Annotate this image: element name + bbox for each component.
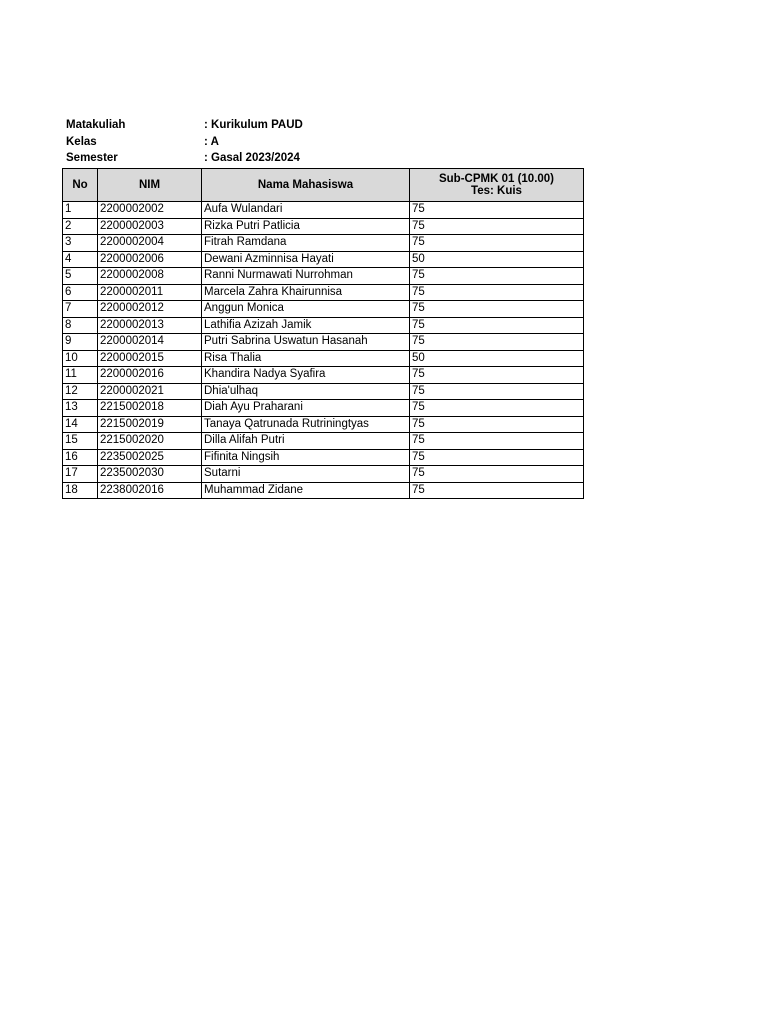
cell-score: 75 <box>410 466 584 483</box>
table-row <box>63 400 584 417</box>
cell-no: 16 <box>63 449 98 466</box>
cell-score: 75 <box>410 235 584 252</box>
cell-nim: 2200002014 <box>98 334 202 351</box>
cell-score: 75 <box>410 383 584 400</box>
cell-no: 15 <box>63 433 98 450</box>
score-header-line2: Tes: Kuis <box>471 185 522 197</box>
semester-label: Semester <box>66 152 118 164</box>
table-row <box>63 301 584 318</box>
course-info-row <box>66 117 303 134</box>
table-row <box>63 416 584 433</box>
cell-nama: Sutarni <box>202 466 410 483</box>
cell-nama: Rizka Putri Patlicia <box>202 218 410 235</box>
cell-nama: Dhia'ulhaq <box>202 383 410 400</box>
cell-nim: 2200002012 <box>98 301 202 318</box>
semester-value: : Gasal 2023/2024 <box>204 152 300 164</box>
course-value: : Kurikulum PAUD <box>204 119 303 131</box>
table-header-row <box>63 169 584 202</box>
table-row <box>63 202 584 219</box>
cell-nama: Diah Ayu Praharani <box>202 400 410 417</box>
cell-nim: 2200002016 <box>98 367 202 384</box>
table-row <box>63 317 584 334</box>
cell-nim: 2238002016 <box>98 482 202 499</box>
table-row <box>63 284 584 301</box>
table-row <box>63 367 584 384</box>
cell-no: 4 <box>63 251 98 268</box>
table-row <box>63 466 584 483</box>
cell-score: 75 <box>410 202 584 219</box>
semester-info-row <box>66 150 303 167</box>
cell-score: 75 <box>410 301 584 318</box>
cell-score: 50 <box>410 350 584 367</box>
cell-score: 75 <box>410 449 584 466</box>
cell-nim: 2215002019 <box>98 416 202 433</box>
cell-nama: Khandira Nadya Syafira <box>202 367 410 384</box>
cell-nim: 2215002018 <box>98 400 202 417</box>
cell-nama: Tanaya Qatrunada Rutriningtyas <box>202 416 410 433</box>
cell-no: 13 <box>63 400 98 417</box>
table-row <box>63 218 584 235</box>
cell-nama: Dilla Alifah Putri <box>202 433 410 450</box>
cell-nama: Putri Sabrina Uswatun Hasanah <box>202 334 410 351</box>
column-header-nama: Nama Mahasiswa <box>202 169 410 202</box>
cell-nim: 2200002021 <box>98 383 202 400</box>
cell-no: 5 <box>63 268 98 285</box>
column-header-nim: NIM <box>98 169 202 202</box>
cell-no: 18 <box>63 482 98 499</box>
cell-score: 75 <box>410 218 584 235</box>
cell-nama: Risa Thalia <box>202 350 410 367</box>
score-header-line1: Sub-CPMK 01 (10.00) <box>438 173 555 185</box>
cell-nama: Lathifia Azizah Jamik <box>202 317 410 334</box>
cell-nim: 2200002015 <box>98 350 202 367</box>
cell-nim: 2200002013 <box>98 317 202 334</box>
cell-no: 10 <box>63 350 98 367</box>
cell-no: 2 <box>63 218 98 235</box>
cell-score: 75 <box>410 268 584 285</box>
class-value: : A <box>204 135 219 148</box>
column-header-no: No <box>63 169 98 202</box>
cell-no: 1 <box>63 202 98 219</box>
course-info <box>66 117 303 167</box>
cell-nama: Muhammad Zidane <box>202 482 410 499</box>
table-row <box>63 383 584 400</box>
cell-no: 17 <box>63 466 98 483</box>
cell-nama: Anggun Monica <box>202 301 410 318</box>
cell-score: 75 <box>410 433 584 450</box>
class-label: Kelas <box>66 135 97 148</box>
cell-no: 9 <box>63 334 98 351</box>
cell-score: 75 <box>410 400 584 417</box>
class-info-row <box>66 134 303 151</box>
cell-nama: Fitrah Ramdana <box>202 235 410 252</box>
grades-table <box>62 168 584 499</box>
cell-nim: 2200002003 <box>98 218 202 235</box>
table-row <box>63 449 584 466</box>
table-row <box>63 235 584 252</box>
table-row <box>63 350 584 367</box>
cell-score: 75 <box>410 317 584 334</box>
cell-nim: 2235002030 <box>98 466 202 483</box>
cell-nama: Ranni Nurmawati Nurrohman <box>202 268 410 285</box>
cell-no: 11 <box>63 367 98 384</box>
table-row <box>63 482 584 499</box>
cell-nim: 2215002020 <box>98 433 202 450</box>
table-row <box>63 433 584 450</box>
cell-nim: 2200002002 <box>98 202 202 219</box>
cell-score: 75 <box>410 416 584 433</box>
cell-nim: 2200002006 <box>98 251 202 268</box>
cell-no: 7 <box>63 301 98 318</box>
course-label: Matakuliah <box>66 119 126 131</box>
cell-nim: 2200002011 <box>98 284 202 301</box>
cell-nim: 2200002008 <box>98 268 202 285</box>
cell-score: 75 <box>410 482 584 499</box>
cell-nama: Marcela Zahra Khairunnisa <box>202 284 410 301</box>
cell-no: 3 <box>63 235 98 252</box>
column-header-score <box>410 169 584 202</box>
cell-score: 75 <box>410 367 584 384</box>
cell-no: 12 <box>63 383 98 400</box>
cell-score: 75 <box>410 334 584 351</box>
table-row <box>63 334 584 351</box>
table-row <box>63 251 584 268</box>
cell-score: 75 <box>410 284 584 301</box>
cell-no: 8 <box>63 317 98 334</box>
table-body <box>63 202 584 499</box>
cell-nim: 2235002025 <box>98 449 202 466</box>
cell-nim: 2200002004 <box>98 235 202 252</box>
cell-nama: Fifinita Ningsih <box>202 449 410 466</box>
cell-no: 14 <box>63 416 98 433</box>
cell-score: 50 <box>410 251 584 268</box>
cell-no: 6 <box>63 284 98 301</box>
table-row <box>63 268 584 285</box>
cell-nama: Aufa Wulandari <box>202 202 410 219</box>
cell-nama: Dewani Azminnisa Hayati <box>202 251 410 268</box>
